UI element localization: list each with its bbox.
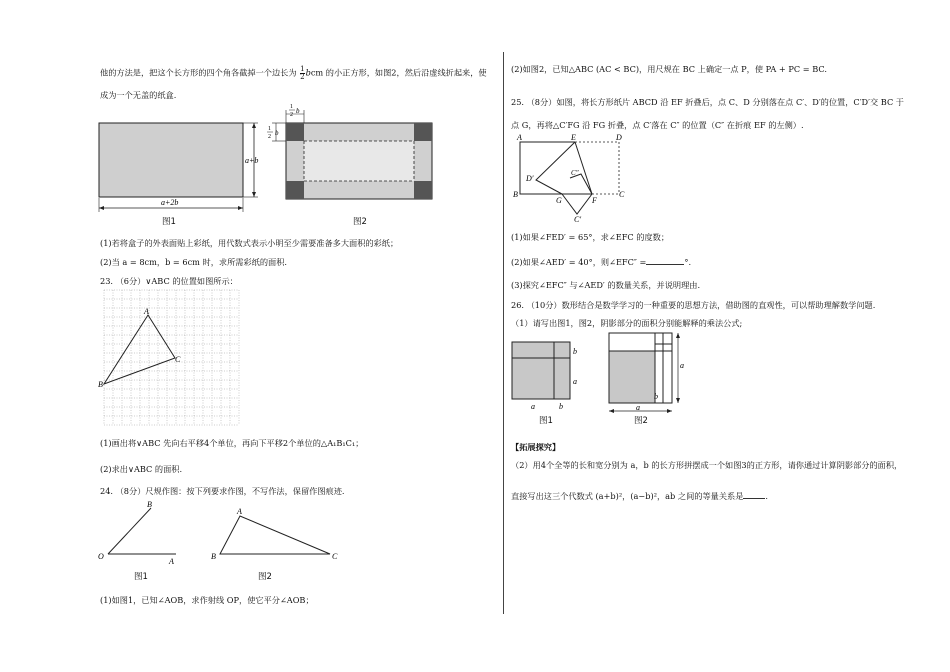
svg-text:b: b bbox=[559, 402, 563, 411]
q23-sub2: (2)求出∨ABC 的面积. bbox=[100, 464, 183, 474]
q26-figure-1 bbox=[510, 340, 590, 412]
inner-face bbox=[304, 141, 414, 181]
svg-text:B: B bbox=[513, 190, 518, 199]
corner-square-br bbox=[414, 181, 432, 199]
svg-text:G: G bbox=[556, 196, 562, 205]
q22-line1-part1: 他的方法是，把这个长方形的四个角各截掉一个边长为 bbox=[100, 67, 297, 78]
label-b: B bbox=[211, 552, 216, 561]
var-b: b bbox=[305, 67, 311, 78]
label-c: C bbox=[332, 552, 338, 561]
svg-text:b: b bbox=[573, 347, 577, 356]
svg-text:a: a bbox=[531, 402, 535, 411]
svg-text:A: A bbox=[517, 133, 522, 142]
extend-title: 【拓展探究】 bbox=[511, 442, 561, 452]
q22-figure-2 bbox=[266, 104, 446, 214]
answer-blank[interactable] bbox=[743, 490, 765, 499]
fraction-half bbox=[300, 66, 304, 81]
label-a: A bbox=[144, 307, 149, 316]
fig24-2-caption: 图2 bbox=[258, 572, 272, 582]
width-label: a+2b bbox=[161, 198, 179, 207]
corner-square-tr bbox=[414, 123, 432, 141]
fig2-caption: 图2 bbox=[353, 217, 367, 227]
svg-text:2: 2 bbox=[290, 112, 293, 118]
q22-sub2: (2)当 a = 8cm，b = 6cm 时，求所需彩纸的面积. bbox=[100, 257, 288, 267]
fig24-1-caption: 图1 bbox=[134, 572, 148, 582]
height-label: a+b bbox=[245, 156, 259, 165]
fold-line-ef bbox=[575, 142, 592, 194]
q25-sub2 bbox=[511, 256, 691, 268]
q26-sub2-line1: （2）用4个全等的长和宽分别为 a，b 的长方形拼摆成一个如图3的正方形，请你通过计算阴影部分的面积， bbox=[511, 460, 903, 470]
q26-figure-2 bbox=[606, 330, 696, 414]
q22-figure-1 bbox=[95, 118, 275, 218]
q25-sub1: (1)如果∠FED′ = 65°，求∠EFC 的度数； bbox=[511, 232, 670, 242]
q23-sub1: (1)画出将∨ABC 先向右平移4个单位，再向下平移2个单位的△A₁B₁C₁； bbox=[100, 438, 364, 448]
svg-text:a: a bbox=[573, 377, 577, 386]
q24-title: 24. （8分）尺规作图：按下列要求作图，不写作法，保留作图痕迹. bbox=[100, 486, 345, 496]
paper-rectangle bbox=[99, 123, 243, 197]
column-divider bbox=[503, 52, 504, 614]
svg-text:F: F bbox=[592, 196, 597, 205]
triangle-abc bbox=[220, 516, 330, 554]
q23-title: 23. （6分）∨ABC 的位置如图所示： bbox=[100, 276, 238, 286]
svg-text:b: b bbox=[275, 129, 279, 137]
label-a: A bbox=[237, 507, 242, 516]
svg-text:1: 1 bbox=[268, 126, 271, 132]
q26-sub2-end: . bbox=[765, 491, 768, 501]
frac-den: 2 bbox=[300, 73, 305, 81]
fig26-1-caption: 图1 bbox=[539, 416, 553, 426]
svg-text:1: 1 bbox=[290, 104, 293, 110]
corner-square-tl bbox=[286, 123, 304, 141]
q24-angle-figure bbox=[96, 498, 186, 568]
svg-text:D: D bbox=[616, 133, 622, 142]
q25-sub2-unit: °. bbox=[684, 257, 692, 267]
shaded-region bbox=[609, 351, 655, 403]
svg-text:C′: C′ bbox=[574, 215, 582, 224]
fig1-caption: 图1 bbox=[162, 217, 176, 227]
label-b: B bbox=[98, 380, 103, 389]
svg-text:b: b bbox=[654, 392, 658, 401]
q22-sub1: (1)若将盒子的外表面贴上彩纸，用代数式表示小明至少需要准备多大面积的彩纸； bbox=[100, 238, 399, 248]
q26-title: 26. （10分）数形结合是数学学习的一种重要的思想方法，借助图的直观性，可以帮助理解数学问题. bbox=[511, 300, 876, 310]
q25-fold-figure bbox=[512, 134, 632, 224]
frac-num: 1 bbox=[300, 65, 305, 73]
ray-ob bbox=[108, 508, 151, 554]
q25-title-line2: 点 G，再将△C′FG 沿 FG 折叠，点 C′落在 C″ 的位置（C″ 在折痕 EF 的左侧）. bbox=[511, 120, 804, 130]
triangle-abc bbox=[104, 315, 175, 384]
q25-sub2-text: (2)如果∠AED′ = 40°，则∠EFC″ = bbox=[511, 257, 647, 267]
svg-text:D′: D′ bbox=[526, 174, 534, 183]
q25-sub3: (3)探究∠EFC″ 与∠AED′ 的数量关系，并说明理由. bbox=[511, 280, 701, 290]
label-o: O bbox=[98, 552, 104, 561]
answer-blank[interactable] bbox=[646, 256, 684, 265]
q24-sub1: (1)如图1，已知∠AOB，求作射线 OP，使它平分∠AOB； bbox=[100, 595, 314, 605]
svg-text:a: a bbox=[636, 403, 640, 412]
grid-lines bbox=[104, 290, 239, 425]
q26-sub2-text: 直接写出这三个代数式 (a+b)²，(a−b)²，ab 之间的等量关系是 bbox=[511, 491, 744, 501]
q23-grid-figure bbox=[98, 290, 244, 426]
shaded-square bbox=[512, 342, 570, 399]
q22-line1-part2: cm 的小正方形，如图2，然后沿虚线折起来，使 bbox=[310, 67, 487, 78]
svg-text:a: a bbox=[680, 361, 684, 370]
label-b: B bbox=[147, 500, 152, 509]
svg-text:E: E bbox=[571, 133, 576, 142]
q25-title-line1: 25. （8分）如图，将长方形纸片 ABCD 沿 EF 折叠后，点 C、D 分别落在点 C′、D′的位置，C′D′交 BC 于 bbox=[511, 97, 904, 107]
q24-sub2: (2)如图2，已知△ABC (AC < BC)，用尺规在 BC 上确定一点 P，使 PA + PC = BC. bbox=[511, 64, 827, 74]
label-c: C bbox=[175, 355, 181, 364]
svg-text:b: b bbox=[296, 107, 300, 115]
svg-text:C″: C″ bbox=[571, 169, 579, 177]
q26-sub2-line2 bbox=[511, 490, 768, 502]
svg-text:2: 2 bbox=[268, 134, 271, 140]
q24-triangle-figure bbox=[208, 504, 348, 566]
folded-edge bbox=[536, 142, 575, 194]
label-a: A bbox=[169, 557, 174, 566]
q22-text-line2: 成为一个无盖的纸盒. bbox=[100, 90, 177, 100]
q22-text-line1 bbox=[100, 66, 487, 81]
corner-square-bl bbox=[286, 181, 304, 199]
fig26-2-caption: 图2 bbox=[634, 416, 648, 426]
q26-sub1: （1）请写出图1，图2，阴影部分的面积分别能解释的乘法公式; bbox=[511, 318, 743, 328]
svg-text:C: C bbox=[619, 190, 625, 199]
